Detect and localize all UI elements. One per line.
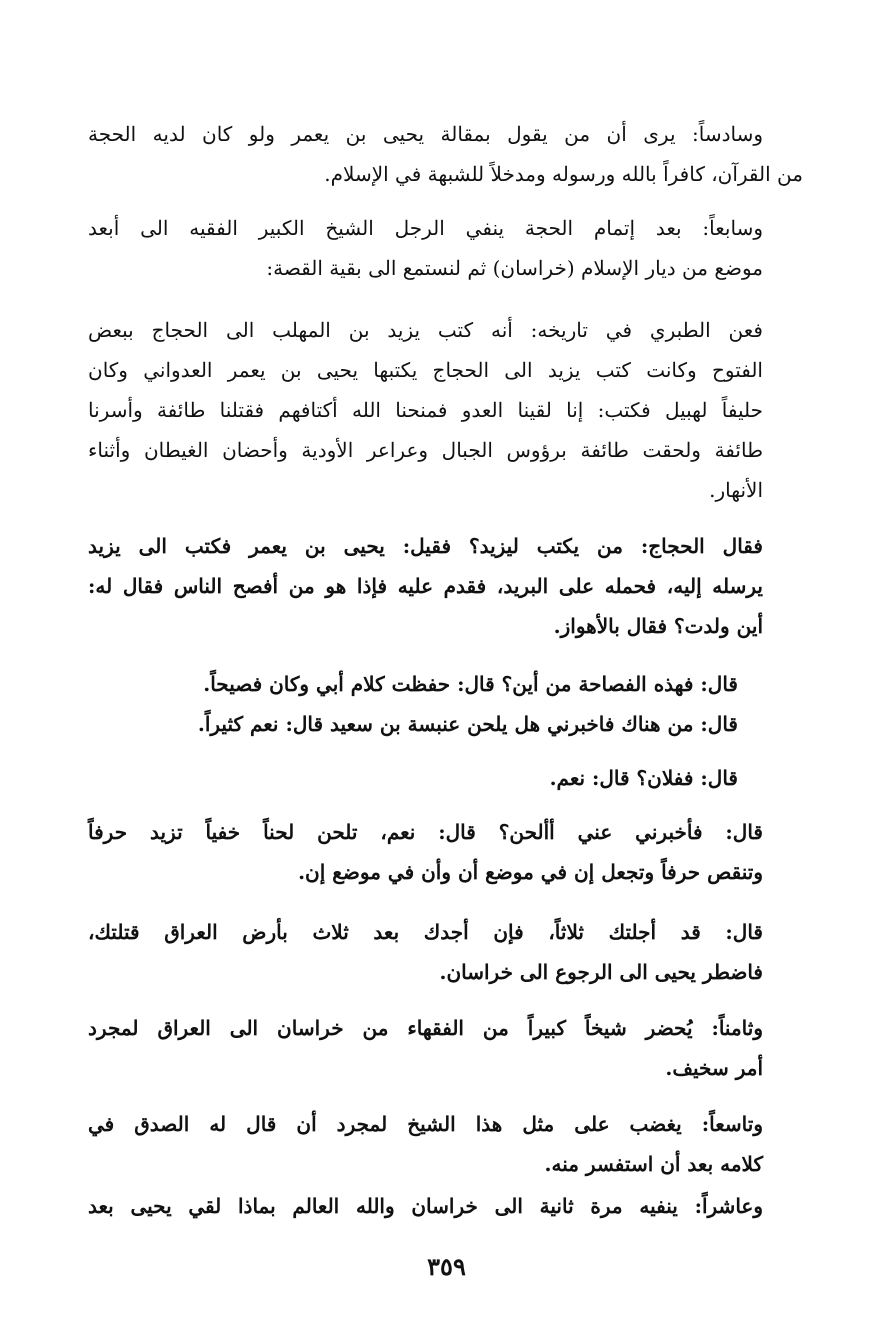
paragraph-exile: [88, 912, 803, 992]
text-line: أين ولدت؟ فقال بالأهواز.: [553, 614, 763, 638]
text-line: وتنقص حرفاً وتجعل إن في موضع أن وأن في موضع إن.: [298, 860, 763, 884]
paragraph-tenth: [88, 1186, 803, 1226]
paragraph-eighth: [88, 1008, 803, 1088]
text-line: أمر سخيف.: [665, 1056, 763, 1080]
text-line: يرسله إليه، فحمله على البريد، فقدم عليه فإذا هو من أفصح الناس فقال له:: [88, 574, 764, 598]
dialogue-line: [88, 758, 738, 798]
text-line: من القرآن، كافراً بالله ورسوله ومدخلاً للشبهة في الإسلام.: [324, 162, 803, 186]
text-line: موضع من ديار الإسلام (خراسان) ثم لنستمع الى بقية القصة:: [266, 256, 763, 280]
paragraph-tabari-quote: [88, 310, 803, 510]
text-line: وتاسعاً: يغضب على مثل هذا الشيخ لمجرد أن قال له الصدق في: [88, 1112, 763, 1136]
text-line: وسابعاً: بعد إتمام الحجة ينفي الرجل الشيخ الكبير الفقيه الى أبعد: [88, 216, 763, 240]
text-line: فعن الطبري في تاريخه: أنه كتب يزيد بن المهلب الى الحجاج ببعض: [88, 318, 763, 342]
text-line: وسادساً: يرى أن من يقول بمقالة يحيى بن يعمر ولو كان لديه الحجة: [88, 122, 763, 146]
text-line: وعاشراً: ينفيه مرة ثانية الى خراسان والله العالم بماذا لقي يحيى بعد: [88, 1194, 763, 1218]
paragraph-ninth: [88, 1104, 803, 1184]
text-line: قال: فأخبرني عني أألحن؟ قال: نعم، تلحن لحناً خفياً تزيد حرفاً: [88, 820, 763, 844]
text-line: وثامناً: يُحضر شيخاً كبيراً من الفقهاء من خراسان الى العراق لمجرد: [88, 1016, 763, 1040]
paragraph-hajjaj-question: [88, 526, 803, 646]
paragraph-seventh: [88, 208, 803, 288]
text-line: الفتوح وكانت كتب يزيد الى الحجاج يكتبها يحيى بن يعمر العدواني وكان: [88, 358, 763, 382]
paragraph-sixth: [88, 114, 803, 194]
text-line: حليفاً لهبيل فكتب: إنا لقينا العدو فمنحنا الله أكتافهم فقتلنا طائفة وأسرنا: [88, 398, 763, 422]
text-line: طائفة ولحقت طائفة برؤوس الجبال وعراعر الأودية وأحضان الغيطان وأثناء: [88, 438, 763, 462]
text-line: فاضطر يحيى الى الرجوع الى خراسان.: [439, 960, 763, 984]
text-line: قال: فهذه الفصاحة من أين؟ قال: حفظت كلام أبي وكان فصيحاً.: [203, 672, 738, 696]
text-line: كلامه بعد أن استفسر منه.: [544, 1152, 763, 1176]
page-number: ٣٥٩: [427, 1252, 466, 1281]
dialogue-block: [88, 664, 738, 744]
text-line: قال: قد أجلتك ثلاثاً، فإن أجدك بعد ثلاث بأرض العراق قتلتك،: [88, 920, 763, 944]
text-line: الأنهار.: [709, 478, 763, 502]
text-line: قال: من هناك فاخبرني هل يلحن عنبسة بن سعيد قال: نعم كثيراً.: [197, 712, 738, 736]
text-line: قال: ففلان؟ قال: نعم.: [549, 766, 738, 790]
paragraph-grammar: [88, 812, 803, 892]
text-line: فقال الحجاج: من يكتب ليزيد؟ فقيل: يحيى بن يعمر فكتب الى يزيد: [88, 534, 763, 558]
